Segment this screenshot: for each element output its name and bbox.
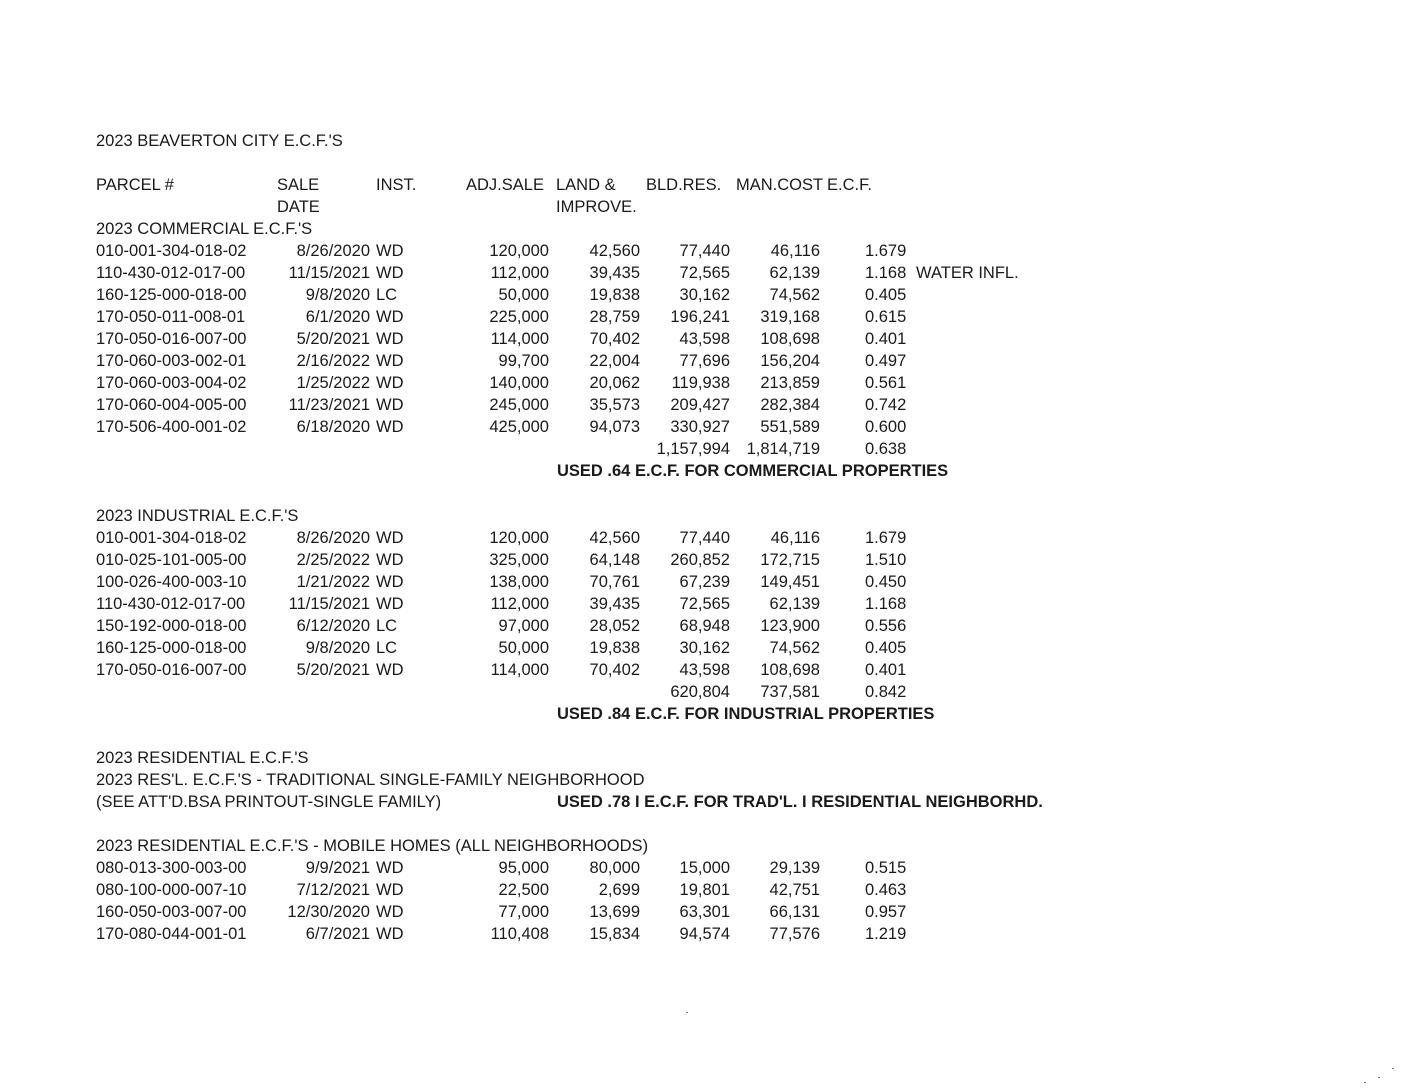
parcel-number: 170-060-004-005-00 [96,396,247,414]
ecf-value: 1.168 [865,595,907,613]
bld-res: 94,574 [679,925,730,943]
header-bld-res: BLD.RES. [646,176,722,194]
man-cost: 123,900 [760,617,820,635]
instrument: WD [376,330,404,348]
sale-date: 6/12/2020 [296,617,370,635]
commercial-total-bld-res: 1,157,994 [656,440,730,458]
instrument: WD [376,881,404,899]
man-cost: 156,204 [760,352,820,370]
instrument: WD [376,396,404,414]
mobile-homes-section-title-line [0,835,1408,857]
table-row [0,306,1408,328]
land-improve: 70,402 [589,330,640,348]
table-row [0,240,1408,262]
ecf-value: 0.463 [865,881,907,899]
table-row [0,394,1408,416]
residential-note-line [0,791,1408,813]
bld-res: 15,000 [679,859,730,877]
bld-res: 196,241 [670,308,730,326]
bld-res: 260,852 [670,551,730,569]
land-improve: 15,834 [589,925,640,943]
column-header-row-1 [0,174,1408,196]
sale-date: 12/30/2020 [287,903,370,921]
sale-date: 8/26/2020 [296,242,370,260]
land-improve: 28,052 [589,617,640,635]
bld-res: 330,927 [670,418,730,436]
ecf-value: 0.561 [865,374,907,392]
man-cost: 29,139 [769,859,820,877]
header-man-cost: MAN.COST [736,176,824,194]
adj-sale: 97,000 [498,617,549,635]
adj-sale: 225,000 [489,308,549,326]
instrument: WD [376,595,404,613]
sale-date: 9/8/2020 [305,286,370,304]
adj-sale: 22,500 [498,881,549,899]
land-improve: 70,761 [589,573,640,591]
adj-sale: 325,000 [489,551,549,569]
parcel-number: 110-430-012-017-00 [96,264,246,282]
bld-res: 77,696 [679,352,730,370]
commercial-total-ecf: 0.638 [865,440,907,458]
residential-traditional-title-line [0,769,1408,791]
bld-res: 209,427 [670,396,730,414]
instrument: WD [376,903,404,921]
residential-section-title: 2023 RESIDENTIAL E.C.F.'S [96,749,309,767]
table-row [0,879,1408,901]
adj-sale: 50,000 [498,639,549,657]
parcel-number: 010-025-101-005-00 [96,551,247,569]
table-row [0,901,1408,923]
sale-date: 1/21/2022 [296,573,370,591]
bld-res: 68,948 [679,617,730,635]
sale-date: 2/16/2022 [296,352,370,370]
table-row [0,350,1408,372]
adj-sale: 245,000 [489,396,549,414]
ecf-value: 1.219 [865,925,907,943]
scan-speck [1364,1082,1366,1083]
parcel-number: 170-080-044-001-01 [96,925,247,943]
table-row [0,615,1408,637]
industrial-totals-row [0,681,1408,703]
land-improve: 42,560 [589,529,640,547]
parcel-number: 010-001-304-018-02 [96,529,247,547]
table-row [0,549,1408,571]
bld-res: 119,938 [671,374,730,392]
man-cost: 213,859 [760,374,820,392]
ecf-value: 1.679 [865,529,907,547]
ecf-value: 0.600 [865,418,907,436]
adj-sale: 99,700 [498,352,549,370]
adj-sale: 110,408 [490,925,549,943]
table-row [0,923,1408,945]
land-improve: 28,759 [589,308,640,326]
ecf-value: 0.515 [865,859,907,877]
header-adj-sale: ADJ.SALE [466,176,544,194]
land-improve: 42,560 [589,242,640,260]
bld-res: 19,801 [679,881,730,899]
land-improve: 35,573 [589,396,640,414]
adj-sale: 138,000 [489,573,549,591]
ecf-value: 0.957 [865,903,907,921]
instrument: WD [376,418,404,436]
sale-date: 9/9/2021 [305,859,370,877]
industrial-total-ecf: 0.842 [865,683,907,701]
bld-res: 43,598 [679,661,730,679]
land-improve: 70,402 [589,661,640,679]
commercial-total-man-cost: 1,814,719 [746,440,820,458]
sale-date: 1/25/2022 [296,374,370,392]
header-improve: IMPROVE. [556,198,637,216]
man-cost: 66,131 [769,903,820,921]
instrument: WD [376,529,404,547]
land-improve: 80,000 [589,859,640,877]
industrial-total-man-cost: 737,581 [760,683,820,701]
parcel-number: 170-060-003-004-02 [96,374,247,392]
man-cost: 108,698 [760,330,820,348]
ecf-value: 0.401 [865,330,907,348]
adj-sale: 50,000 [498,286,549,304]
instrument: LC [376,639,398,657]
land-improve: 13,699 [589,903,640,921]
sale-date: 6/18/2020 [296,418,370,436]
industrial-section-title-line [0,505,1408,527]
instrument: WD [376,661,404,679]
commercial-section-title: 2023 COMMERCIAL E.C.F.'S [96,220,313,238]
instrument: WD [376,573,404,591]
man-cost: 319,168 [760,308,820,326]
mobile-homes-section-title: 2023 RESIDENTIAL E.C.F.'S - MOBILE HOMES (ALL NEIGHBORHOODS) [96,837,649,855]
instrument: WD [376,859,404,877]
ecf-value: 0.405 [865,286,907,304]
header-sale: SALE [277,176,320,194]
industrial-section-title: 2023 INDUSTRIAL E.C.F.'S [96,507,299,525]
table-row [0,262,1408,284]
parcel-number: 170-506-400-001-02 [96,418,247,436]
header-date: DATE [277,198,320,216]
ecf-value: 1.679 [865,242,907,260]
scan-speck [1378,1077,1380,1078]
bld-res: 72,565 [679,264,730,282]
ecf-value: 0.401 [865,661,907,679]
adj-sale: 114,000 [490,330,549,348]
ecf-value: 0.556 [865,617,907,635]
table-row [0,637,1408,659]
land-improve: 19,838 [589,639,640,657]
table-row [0,416,1408,438]
adj-sale: 120,000 [489,242,549,260]
bld-res: 67,239 [679,573,730,591]
sale-date: 5/20/2021 [296,661,370,679]
man-cost: 282,384 [760,396,820,414]
commercial-section-title-line [0,218,1408,240]
residential-traditional-title: 2023 RES'L. E.C.F.'S - TRADITIONAL SINGLE-FAMILY NEIGHBORHOOD [96,771,645,789]
sale-date: 11/23/2021 [288,396,370,414]
table-row [0,372,1408,394]
parcel-number: 170-050-016-007-00 [96,661,247,679]
man-cost: 149,451 [760,573,820,591]
ecf-value: 1.168 [865,264,907,282]
scan-speck [1392,1068,1394,1069]
document-title: 2023 BEAVERTON CITY E.C.F.'S [96,132,343,150]
parcel-number: 170-060-003-002-01 [96,352,247,370]
header-ecf: E.C.F. [827,176,872,194]
land-improve: 19,838 [589,286,640,304]
man-cost: 108,698 [760,661,820,679]
parcel-number: 080-013-300-003-00 [96,859,247,877]
parcel-number: 170-050-011-008-01 [96,308,246,326]
man-cost: 62,139 [769,595,820,613]
instrument: WD [376,551,404,569]
land-improve: 39,435 [589,595,640,613]
residential-used-note: USED .78 I E.C.F. FOR TRAD'L. I RESIDENTIAL NEIGHBORHD. [557,793,1043,811]
residential-section-title-line [0,747,1408,769]
bld-res: 30,162 [679,286,730,304]
man-cost: 46,116 [770,242,820,260]
commercial-totals-row [0,438,1408,460]
row-note: WATER INFL. [916,264,1019,282]
adj-sale: 95,000 [498,859,549,877]
parcel-number: 160-125-000-018-00 [96,639,247,657]
industrial-used-note: USED .84 E.C.F. FOR INDUSTRIAL PROPERTIES [557,705,935,723]
commercial-used-note-line [0,460,1408,482]
adj-sale: 77,000 [498,903,549,921]
header-parcel: PARCEL # [96,176,174,194]
land-improve: 94,073 [589,418,640,436]
table-row [0,659,1408,681]
land-improve: 39,435 [589,264,640,282]
man-cost: 77,576 [769,925,820,943]
sale-date: 8/26/2020 [296,529,370,547]
ecf-value: 0.615 [865,308,907,326]
bld-res: 30,162 [679,639,730,657]
scan-speck [686,1012,688,1013]
table-row [0,527,1408,549]
parcel-number: 160-050-003-007-00 [96,903,247,921]
instrument: LC [376,286,398,304]
instrument: WD [376,352,404,370]
adj-sale: 140,000 [489,374,549,392]
table-row [0,328,1408,350]
table-row [0,571,1408,593]
sale-date: 2/25/2022 [296,551,370,569]
parcel-number: 170-050-016-007-00 [96,330,247,348]
ecf-value: 1.510 [865,551,907,569]
instrument: WD [376,242,404,260]
man-cost: 42,751 [769,881,820,899]
bld-res: 63,301 [679,903,730,921]
ecf-value: 0.450 [865,573,907,591]
header-land: LAND & [556,176,616,194]
man-cost: 74,562 [769,639,820,657]
sale-date: 5/20/2021 [296,330,370,348]
sale-date: 6/1/2020 [305,308,370,326]
man-cost: 46,116 [770,529,820,547]
instrument: LC [376,617,398,635]
adj-sale: 114,000 [490,661,549,679]
parcel-number: 160-125-000-018-00 [96,286,247,304]
man-cost: 551,589 [760,418,820,436]
ecf-value: 0.497 [865,352,907,370]
land-improve: 64,148 [589,551,640,569]
bld-res: 77,440 [679,242,730,260]
document-title-line [0,130,1408,152]
sale-date: 7/12/2021 [296,881,370,899]
table-row [0,857,1408,879]
instrument: WD [376,374,404,392]
land-improve: 2,699 [598,881,640,899]
parcel-number: 010-001-304-018-02 [96,242,247,260]
commercial-used-note: USED .64 E.C.F. FOR COMMERCIAL PROPERTIES [557,462,949,480]
header-inst: INST. [376,176,417,194]
column-header-row-2 [0,196,1408,218]
table-row [0,593,1408,615]
man-cost: 74,562 [769,286,820,304]
table-row [0,284,1408,306]
instrument: WD [376,264,404,282]
adj-sale: 112,000 [490,595,549,613]
parcel-number: 150-192-000-018-00 [96,617,247,635]
instrument: WD [376,308,404,326]
land-improve: 20,062 [589,374,640,392]
instrument: WD [376,925,404,943]
sale-date: 9/8/2020 [305,639,370,657]
bld-res: 77,440 [679,529,730,547]
adj-sale: 112,000 [490,264,549,282]
man-cost: 62,139 [769,264,820,282]
man-cost: 172,715 [760,551,820,569]
industrial-total-bld-res: 620,804 [670,683,730,701]
sale-date: 11/15/2021 [288,595,370,613]
sale-date: 6/7/2021 [305,925,370,943]
parcel-number: 100-026-400-003-10 [96,573,247,591]
bld-res: 72,565 [679,595,730,613]
bld-res: 43,598 [679,330,730,348]
residential-see-note: (SEE ATT'D.BSA PRINTOUT-SINGLE FAMILY) [96,793,442,811]
sale-date: 11/15/2021 [288,264,370,282]
adj-sale: 120,000 [489,529,549,547]
parcel-number: 110-430-012-017-00 [96,595,246,613]
adj-sale: 425,000 [489,418,549,436]
ecf-value: 0.405 [865,639,907,657]
ecf-value: 0.742 [865,396,907,414]
land-improve: 22,004 [589,352,640,370]
parcel-number: 080-100-000-007-10 [96,881,247,899]
industrial-used-note-line [0,703,1408,725]
